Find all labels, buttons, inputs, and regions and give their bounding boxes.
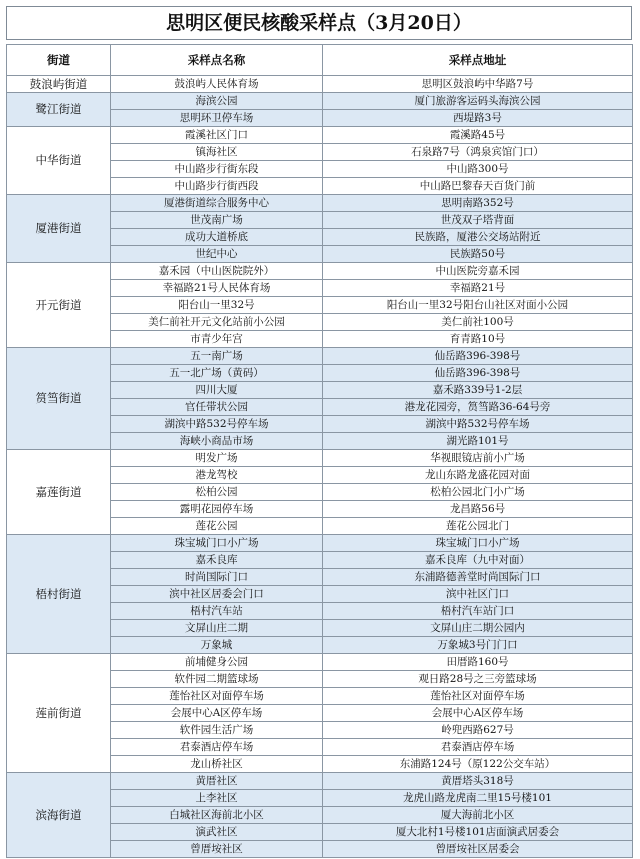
street-cell: 中华街道 <box>7 127 111 195</box>
site-name-cell: 莲怡社区对面停车场 <box>111 688 323 705</box>
street-cell: 开元街道 <box>7 263 111 348</box>
table-row <box>7 773 633 790</box>
site-name-cell: 露明花园停车场 <box>111 501 323 518</box>
site-name-cell: 文屏山庄二期 <box>111 620 323 637</box>
site-address-cell: 文屏山庄二期公园内 <box>323 620 633 637</box>
site-name-cell: 中山路步行街西段 <box>111 178 323 195</box>
site-address-cell: 美仁前社100号 <box>323 314 633 331</box>
site-name-cell: 五一南广场 <box>111 348 323 365</box>
site-address-cell: 珠宝城门口小广场 <box>323 535 633 552</box>
site-address-cell: 莲怡社区对面停车场 <box>323 688 633 705</box>
site-name-cell: 五一北广场（黄码） <box>111 365 323 382</box>
site-name-cell: 霞溪社区门口 <box>111 127 323 144</box>
site-name-cell: 白城社区海前北小区 <box>111 807 323 824</box>
site-address-cell: 石泉路7号（鸿泉宾馆门口） <box>323 144 633 161</box>
site-address-cell: 思明区鼓浪屿中华路7号 <box>323 76 633 93</box>
site-address-cell: 龙山东路龙盛花园对面 <box>323 467 633 484</box>
site-address-cell: 厦大北村1号楼101店面演武居委会 <box>323 824 633 841</box>
site-name-cell: 黄厝社区 <box>111 773 323 790</box>
site-name-cell: 市青少年宫 <box>111 331 323 348</box>
site-address-cell: 东浦路124号（原122公交车站） <box>323 756 633 773</box>
street-cell: 鼓浪屿街道 <box>7 76 111 93</box>
site-address-cell: 世茂双子塔背面 <box>323 212 633 229</box>
sampling-site-table <box>6 44 633 858</box>
site-name-cell: 前埔健身公园 <box>111 654 323 671</box>
site-name-cell: 龙山桥社区 <box>111 756 323 773</box>
table-body <box>7 76 633 858</box>
site-address-cell: 滨中社区门口 <box>323 586 633 603</box>
site-address-cell: 厦大海前北小区 <box>323 807 633 824</box>
page-title: 思明区便民核酸采样点（3月20日） <box>6 6 632 40</box>
table-row <box>7 535 633 552</box>
site-name-cell: 中山路步行街东段 <box>111 161 323 178</box>
site-name-cell: 君泰酒店停车场 <box>111 739 323 756</box>
street-cell: 嘉莲街道 <box>7 450 111 535</box>
site-address-cell: 黄厝塔头318号 <box>323 773 633 790</box>
site-address-cell: 港龙花园旁，筼筜路36-64号旁 <box>323 399 633 416</box>
site-name-cell: 滨中社区居委会门口 <box>111 586 323 603</box>
table-row <box>7 654 633 671</box>
site-name-cell: 镇海社区 <box>111 144 323 161</box>
site-address-cell: 观日路28号之三旁篮球场 <box>323 671 633 688</box>
site-address-cell: 厦门旅游客运码头海滨公园 <box>323 93 633 110</box>
site-name-cell: 万象城 <box>111 637 323 654</box>
site-address-cell: 中山路300号 <box>323 161 633 178</box>
site-address-cell: 嘉禾路339号1-2层 <box>323 382 633 399</box>
site-address-cell: 阳台山一里32号阳台山社区对面小公园 <box>323 297 633 314</box>
site-name-cell: 上李社区 <box>111 790 323 807</box>
site-address-cell: 龙虎山路龙虎南二里15号楼101 <box>323 790 633 807</box>
site-address-cell: 曾厝垵社区居委会 <box>323 841 633 858</box>
header-site-name: 采样点名称 <box>111 45 323 76</box>
site-address-cell: 中山路巴黎春天百货门前 <box>323 178 633 195</box>
street-cell: 梧村街道 <box>7 535 111 654</box>
site-name-cell: 莲花公园 <box>111 518 323 535</box>
site-name-cell: 世纪中心 <box>111 246 323 263</box>
site-name-cell: 官任带状公园 <box>111 399 323 416</box>
site-name-cell: 会展中心A区停车场 <box>111 705 323 722</box>
site-name-cell: 时尚国际门口 <box>111 569 323 586</box>
site-name-cell: 美仁前社开元文化站前小公园 <box>111 314 323 331</box>
table-row <box>7 348 633 365</box>
table-header-row <box>7 45 633 76</box>
site-name-cell: 嘉禾良库 <box>111 552 323 569</box>
header-street: 街道 <box>7 45 111 76</box>
site-address-cell: 田厝路160号 <box>323 654 633 671</box>
site-address-cell: 梧村汽车站门口 <box>323 603 633 620</box>
table-row <box>7 127 633 144</box>
site-address-cell: 霞溪路45号 <box>323 127 633 144</box>
site-address-cell: 龙昌路56号 <box>323 501 633 518</box>
site-address-cell: 西堤路3号 <box>323 110 633 127</box>
site-address-cell: 会展中心A区停车场 <box>323 705 633 722</box>
site-name-cell: 世茂南广场 <box>111 212 323 229</box>
table-row <box>7 263 633 280</box>
site-name-cell: 海峡小商品市场 <box>111 433 323 450</box>
site-name-cell: 港龙驾校 <box>111 467 323 484</box>
site-address-cell: 嘉禾良库（九中对面） <box>323 552 633 569</box>
site-name-cell: 明发广场 <box>111 450 323 467</box>
site-name-cell: 幸福路21号人民体育场 <box>111 280 323 297</box>
header-site-address: 采样点地址 <box>323 45 633 76</box>
site-name-cell: 四川大厦 <box>111 382 323 399</box>
site-name-cell: 阳台山一里32号 <box>111 297 323 314</box>
site-name-cell: 成功大道桥底 <box>111 229 323 246</box>
site-name-cell: 鼓浪屿人民体育场 <box>111 76 323 93</box>
table-row <box>7 76 633 93</box>
site-address-cell: 君泰酒店停车场 <box>323 739 633 756</box>
site-name-cell: 松柏公园 <box>111 484 323 501</box>
site-address-cell: 思明南路352号 <box>323 195 633 212</box>
site-address-cell: 中山医院旁嘉禾园 <box>323 263 633 280</box>
site-address-cell: 岭兜西路627号 <box>323 722 633 739</box>
site-address-cell: 湖光路101号 <box>323 433 633 450</box>
site-name-cell: 梧村汽车站 <box>111 603 323 620</box>
table-row <box>7 450 633 467</box>
site-name-cell: 思明环卫停车场 <box>111 110 323 127</box>
site-address-cell: 东浦路德善堂时尚国际门口 <box>323 569 633 586</box>
street-cell: 鹭江街道 <box>7 93 111 127</box>
site-name-cell: 软件园二期篮球场 <box>111 671 323 688</box>
street-cell: 莲前街道 <box>7 654 111 773</box>
street-cell: 筼筜街道 <box>7 348 111 450</box>
table-row <box>7 195 633 212</box>
site-address-cell: 幸福路21号 <box>323 280 633 297</box>
site-address-cell: 华视眼镜店前小广场 <box>323 450 633 467</box>
site-name-cell: 海滨公园 <box>111 93 323 110</box>
site-name-cell: 珠宝城门口小广场 <box>111 535 323 552</box>
site-address-cell: 莲花公园北门 <box>323 518 633 535</box>
table-row <box>7 93 633 110</box>
site-address-cell: 民族路50号 <box>323 246 633 263</box>
site-name-cell: 演武社区 <box>111 824 323 841</box>
site-name-cell: 软件园生活广场 <box>111 722 323 739</box>
site-address-cell: 松柏公园北门小广场 <box>323 484 633 501</box>
street-cell: 滨海街道 <box>7 773 111 858</box>
site-name-cell: 厦港街道综合服务中心 <box>111 195 323 212</box>
site-address-cell: 湖滨中路532号停车场 <box>323 416 633 433</box>
site-address-cell: 民族路，厦港公交场站附近 <box>323 229 633 246</box>
site-address-cell: 育青路10号 <box>323 331 633 348</box>
site-name-cell: 嘉禾园（中山医院院外） <box>111 263 323 280</box>
site-address-cell: 万象城3号门门口 <box>323 637 633 654</box>
street-cell: 厦港街道 <box>7 195 111 263</box>
site-name-cell: 湖滨中路532号停车场 <box>111 416 323 433</box>
site-name-cell: 曾厝垵社区 <box>111 841 323 858</box>
site-address-cell: 仙岳路396-398号 <box>323 365 633 382</box>
site-address-cell: 仙岳路396-398号 <box>323 348 633 365</box>
